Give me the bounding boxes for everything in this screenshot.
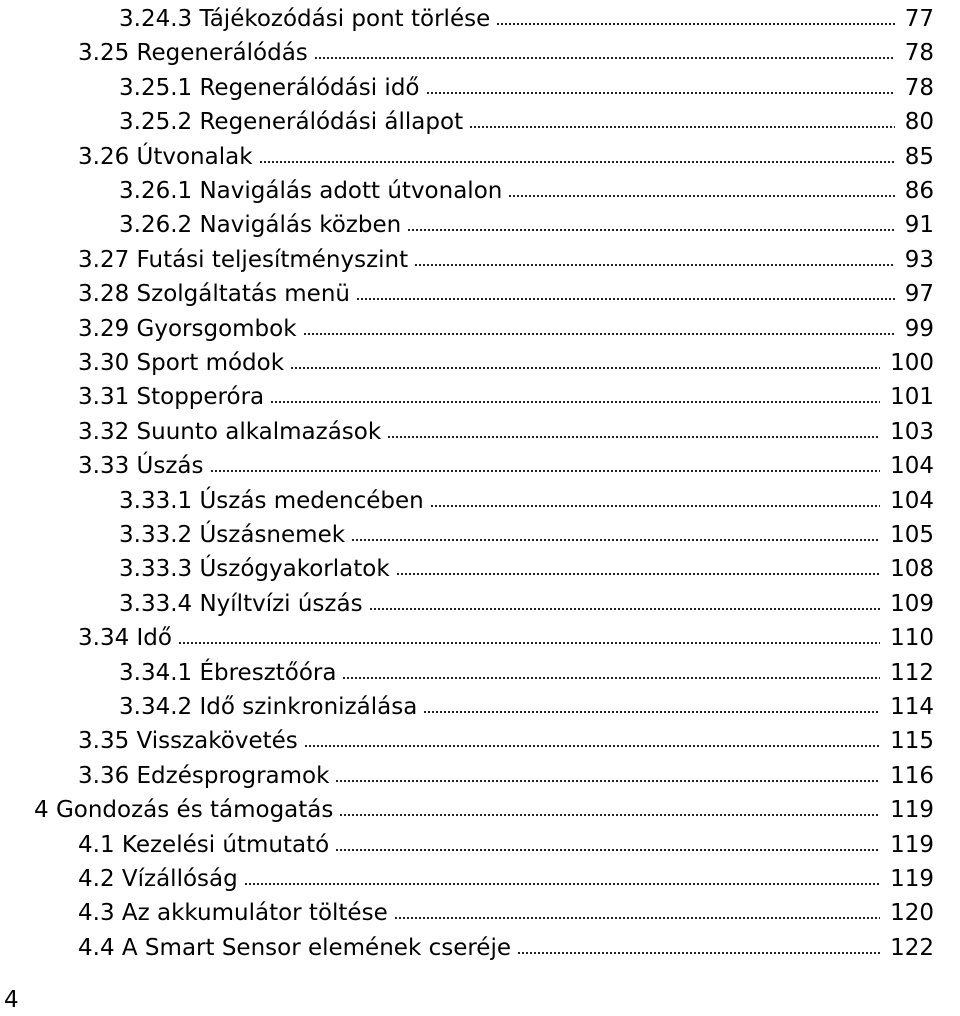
toc-entry-title: 4.4 A Smart Sensor elemének cseréje [78, 934, 511, 961]
toc-entry[interactable] [78, 275, 934, 309]
toc-entry-page-number: 116 [890, 762, 934, 789]
toc-entry-page-number: 114 [890, 694, 934, 720]
toc-entry-page-number: 91 [904, 212, 934, 239]
toc-entry-page-number: 80 [904, 109, 934, 136]
toc-entry[interactable] [78, 310, 934, 344]
dot-leader [339, 812, 880, 818]
toc-entry-page-number: 112 [890, 659, 934, 686]
toc-entry-title: 3.34.1 Ébresztőóra [119, 659, 337, 686]
toc-entry-page-number: 77 [904, 6, 934, 32]
dot-leader [335, 847, 880, 853]
toc-entry[interactable] [119, 550, 934, 584]
toc-entry-title: 3.33.4 Nyíltvízi úszás [119, 590, 363, 617]
toc-entry[interactable] [78, 860, 934, 894]
toc-entry-title: 3.34 Idő [78, 625, 172, 652]
toc-entry[interactable] [119, 516, 934, 550]
toc-entry-page-number: 78 [904, 74, 934, 101]
toc-entry[interactable] [78, 241, 934, 275]
toc-entry-title: 3.26.2 Navigálás közben [119, 212, 402, 239]
toc-entry[interactable] [119, 69, 934, 103]
toc-entry-title: 3.26.1 Navigálás adott útvonalon [119, 178, 503, 204]
toc-entry-title: 4.3 Az akkumulátor töltése [78, 900, 388, 927]
toc-entry-page-number: 101 [890, 384, 934, 411]
dot-leader [423, 709, 880, 715]
toc-entry[interactable] [78, 344, 934, 378]
toc-entry-page-number: 97 [904, 281, 934, 308]
toc-entry-page-number: 99 [904, 315, 934, 342]
dot-leader [210, 468, 881, 474]
toc-entry-title: 3.32 Suunto alkalmazások [78, 418, 382, 445]
toc-entry-title: 4.2 Vízállóság [78, 866, 238, 892]
toc-entry[interactable] [78, 447, 934, 481]
toc-entry[interactable] [119, 172, 934, 206]
dot-leader [430, 503, 880, 509]
toc-entry-title: 3.33.3 Úszógyakorlatok [119, 556, 390, 583]
toc-entry-title: 3.34.2 Idő szinkronizálása [119, 694, 418, 720]
toc-entry[interactable] [34, 791, 934, 825]
dot-leader [496, 21, 894, 27]
toc-entry-title: 3.29 Gyorsgombok [78, 315, 297, 342]
dot-leader [304, 743, 880, 749]
dot-leader [508, 193, 894, 199]
toc-entry-title: 3.33.2 Úszásnemek [119, 522, 346, 548]
toc-entry-title: 3.33.1 Úszás medencében [119, 487, 424, 514]
toc-entry-title: 3.25 Regenerálódás [78, 40, 308, 67]
toc-entry-title: 3.35 Visszakövetés [78, 728, 298, 755]
toc-entry-page-number: 105 [890, 522, 934, 548]
dot-leader [517, 950, 880, 956]
dot-leader [351, 537, 880, 543]
toc-entry-page-number: 103 [890, 418, 934, 445]
toc-entry[interactable] [119, 482, 934, 516]
toc-entry[interactable] [119, 585, 934, 619]
toc-entry[interactable] [78, 413, 934, 447]
toc-entry[interactable] [78, 826, 934, 860]
toc-entry-page-number: 119 [890, 866, 934, 892]
dot-leader [314, 55, 895, 61]
dot-leader [394, 915, 880, 921]
toc-entry-page-number: 86 [904, 178, 934, 204]
dot-leader [303, 331, 895, 337]
toc-entry-page-number: 119 [890, 831, 934, 858]
toc-entry-title: 3.31 Stopperóra [78, 384, 265, 411]
toc-entry[interactable] [119, 654, 934, 688]
dot-leader [387, 434, 880, 440]
toc-entry-page-number: 85 [904, 143, 934, 170]
dot-leader [335, 778, 880, 784]
toc-entry-page-number: 120 [890, 900, 934, 927]
toc-entry-page-number: 78 [904, 40, 934, 67]
dot-leader [369, 606, 881, 612]
toc-entry[interactable] [78, 722, 934, 756]
toc-entry[interactable] [78, 929, 934, 963]
toc-entry-title: 3.30 Sport módok [78, 350, 285, 376]
toc-entry-page-number: 119 [890, 797, 934, 824]
toc-entry-page-number: 110 [890, 625, 934, 652]
page-number: 4 [4, 987, 19, 1013]
toc-entry-title: 3.25.2 Regenerálódási állapot [119, 109, 464, 136]
toc-entry[interactable] [78, 138, 934, 172]
toc-entry[interactable] [78, 34, 934, 68]
dot-leader [396, 571, 880, 577]
dot-leader [426, 90, 895, 96]
toc-entry-page-number: 109 [890, 590, 934, 617]
dot-leader [270, 399, 880, 405]
toc-entry[interactable] [78, 894, 934, 928]
toc-entry[interactable] [119, 688, 934, 722]
dot-leader [414, 262, 895, 268]
toc-entry-title: 3.26 Útvonalak [78, 143, 253, 170]
toc-entry[interactable] [119, 103, 934, 137]
toc-entry-title: 3.25.1 Regenerálódási idő [119, 74, 420, 101]
toc-entry-title: 3.27 Futási teljesítményszint [78, 246, 409, 273]
toc-entry[interactable] [78, 757, 934, 791]
toc-entry-title: 3.33 Úszás [78, 453, 204, 480]
toc-entry-page-number: 104 [890, 453, 934, 480]
dot-leader [178, 640, 880, 646]
toc-entry[interactable] [78, 619, 934, 653]
dot-leader [342, 675, 880, 681]
toc-entry-title: 4.1 Kezelési útmutató [78, 831, 330, 858]
toc-entry[interactable] [78, 378, 934, 412]
dot-leader [469, 124, 895, 130]
dot-leader [244, 881, 880, 887]
toc-entry[interactable] [119, 206, 934, 240]
toc-entry-page-number: 104 [890, 487, 934, 514]
dot-leader [356, 296, 895, 302]
toc-entry-title: 3.36 Edzésprogramok [78, 762, 330, 789]
toc-entry-page-number: 108 [890, 556, 934, 583]
toc-entry-page-number: 115 [890, 728, 934, 755]
toc-entry-title: 4 Gondozás és támogatás [34, 797, 334, 824]
dot-leader [407, 227, 895, 233]
toc-entry-page-number: 93 [904, 246, 934, 273]
toc-entry-page-number: 100 [890, 350, 934, 376]
toc-entry-page-number: 122 [890, 934, 934, 961]
dot-leader [290, 365, 880, 371]
toc-entry[interactable] [119, 0, 934, 34]
dot-leader [259, 159, 895, 165]
toc-entry-title: 3.24.3 Tájékozódási pont törlése [119, 6, 491, 32]
toc-entry-title: 3.28 Szolgáltatás menü [78, 281, 350, 308]
